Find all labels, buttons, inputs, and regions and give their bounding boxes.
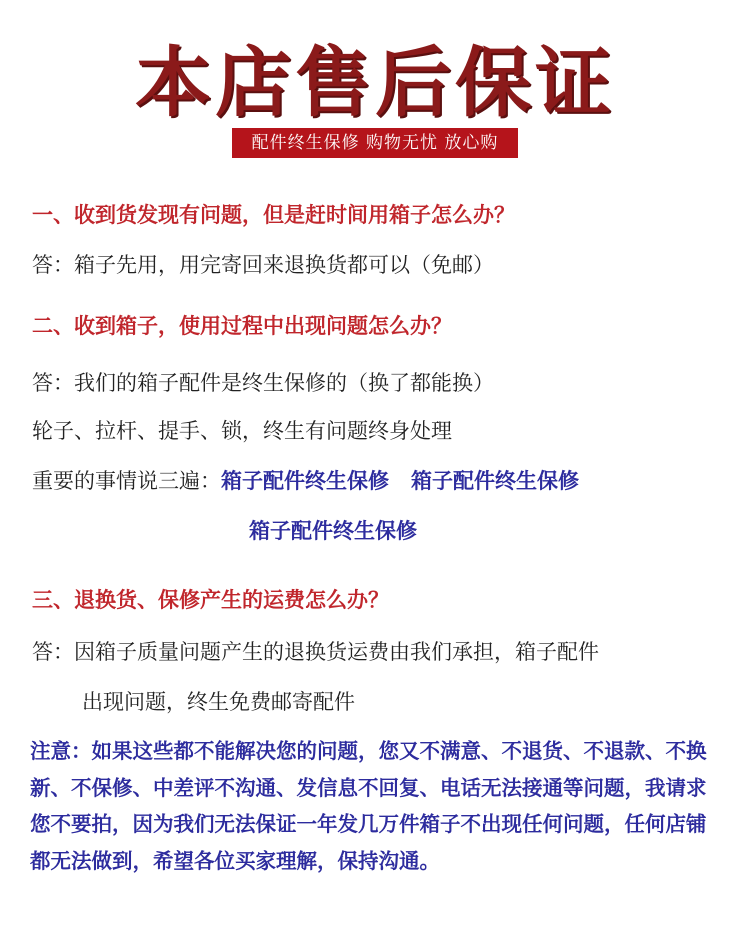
question-2: 二、收到箱子，使用过程中出现问题怎么办？ (32, 314, 452, 338)
answer-3-line-2: 出现问题，终生免费邮寄配件 (82, 690, 355, 714)
answer-2-line-2: 轮子、拉杆、提手、锁，终生有问题终身处理 (32, 419, 452, 443)
emphasis-prefix: 重要的事情说三遍： (32, 469, 221, 493)
emphasis-warranty-3: 箱子配件终生保修 (249, 519, 417, 543)
answer-3-line-1: 答：因箱子质量问题产生的退换货运费由我们承担，箱子配件 (32, 640, 599, 664)
subtitle-banner: 配件终生保修 购物无忧 放心购 (232, 128, 518, 158)
answer-1: 答：箱子先用，用完寄回来退换货都可以（免邮） (32, 253, 494, 277)
notice-paragraph: 注意：如果这些都不能解决您的问题，您又不满意、不退货、不退款、不换新、不保修、中差评不沟通、发信息不回复、电话无法接通等问题，我请求您不要拍，因为我们无法保证一年发几万件箱子不出现任何问题，任何店铺都无法做到，希望各位买家理解，保持沟通。 (30, 739, 707, 873)
page-title: 本店售后保证 (135, 38, 615, 127)
question-3: 三、退换货、保修产生的运费怎么办？ (32, 588, 389, 612)
emphasis-warranty-2: 箱子配件终生保修 (411, 469, 579, 493)
answer-2-line-3 (32, 466, 579, 496)
answer-2-line-1: 答：我们的箱子配件是终生保修的（换了都能换） (32, 371, 494, 395)
question-1: 一、收到货发现有问题，但是赶时间用箱子怎么办？ (32, 203, 515, 227)
emphasis-warranty-1: 箱子配件终生保修 (221, 469, 389, 493)
